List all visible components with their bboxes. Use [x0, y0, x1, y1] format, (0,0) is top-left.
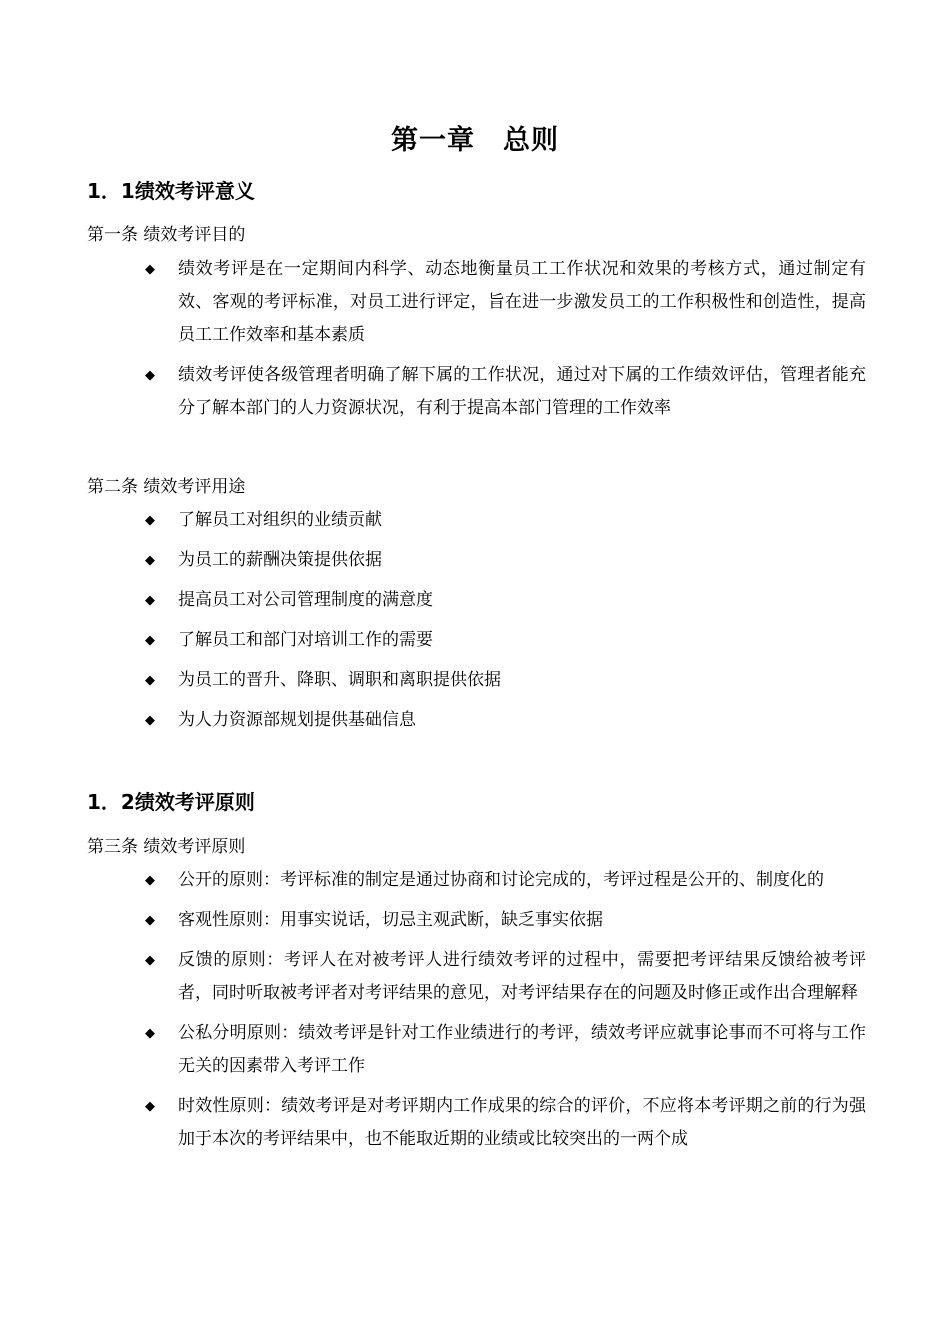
bullet-text: 为员工的晋升、降职、调职和离职提供依据 [178, 670, 501, 690]
list-item [0, 584, 950, 617]
bullet-text: 提高员工对公司管理制度的满意度 [178, 590, 433, 610]
chapter-title: 第一章 总则 [391, 125, 559, 156]
article-heading-3: 第三条 绩效考评原则 [87, 837, 246, 857]
list-item [0, 1090, 950, 1156]
list-item [0, 359, 950, 425]
diamond-bullet-icon: ◆ [145, 593, 155, 608]
diamond-bullet-icon: ◆ [145, 913, 155, 928]
section-heading-1-1: 1．1绩效考评意义 [87, 179, 255, 203]
diamond-bullet-icon: ◆ [145, 513, 155, 528]
list-item [0, 944, 950, 1010]
list-item [0, 904, 950, 937]
diamond-bullet-icon: ◆ [145, 953, 155, 968]
list-item [0, 664, 950, 697]
bullet-text: 为人力资源部规划提供基础信息 [178, 710, 416, 730]
article-2-bullet-list [0, 504, 950, 737]
bullet-text: 绩效考评是在一定期间内科学、动态地衡量员工工作状况和效果的考核方式，通过制定有效、客观的考评标准，对员工进行评定，旨在进一步激发员工的工作积极性和创造性，提高员工工作效率和基本素质 [178, 259, 866, 345]
diamond-bullet-icon: ◆ [145, 1099, 155, 1114]
list-item [0, 624, 950, 657]
section-heading-1-2: 1．2绩效考评原则 [87, 790, 255, 814]
list-item [0, 504, 950, 537]
diamond-bullet-icon: ◆ [145, 262, 155, 277]
bullet-text: 公私分明原则：绩效考评是针对工作业绩进行的考评，绩效考评应就事论事而不可将与工作无关的因素带入考评工作 [178, 1023, 866, 1076]
diamond-bullet-icon: ◆ [145, 713, 155, 728]
diamond-bullet-icon: ◆ [145, 673, 155, 688]
list-item [0, 1017, 950, 1083]
diamond-bullet-icon: ◆ [145, 633, 155, 648]
article-heading-2: 第二条 绩效考评用途 [87, 477, 246, 497]
bullet-text: 客观性原则：用事实说话，切忌主观武断，缺乏事实依据 [178, 910, 603, 930]
diamond-bullet-icon: ◆ [145, 368, 155, 383]
list-item [0, 253, 950, 352]
bullet-text: 反馈的原则：考评人在对被考评人进行绩效考评的过程中，需要把考评结果反馈给被考评者，同时听取被考评者对考评结果的意见，对考评结果存在的问题及时修正或作出合理解释 [178, 950, 866, 1003]
article-1-bullet-list [0, 253, 950, 425]
bullet-text: 了解员工和部门对培训工作的需要 [178, 630, 433, 650]
diamond-bullet-icon: ◆ [145, 873, 155, 888]
article-3-bullet-list [0, 864, 950, 1156]
bullet-text: 时效性原则：绩效考评是对考评期内工作成果的综合的评价，不应将本考评期之前的行为强加于本次的考评结果中，也不能取近期的业绩或比较突出的一两个成 [178, 1096, 866, 1149]
list-item [0, 704, 950, 737]
bullet-text: 为员工的薪酬决策提供依据 [178, 550, 382, 570]
diamond-bullet-icon: ◆ [145, 553, 155, 568]
bullet-text: 公开的原则：考评标准的制定是通过协商和讨论完成的，考评过程是公开的、制度化的 [178, 870, 824, 890]
article-heading-1: 第一条 绩效考评目的 [87, 225, 246, 245]
list-item [0, 544, 950, 577]
diamond-bullet-icon: ◆ [145, 1026, 155, 1041]
bullet-text: 了解员工对组织的业绩贡献 [178, 510, 382, 530]
bullet-text: 绩效考评使各级管理者明确了解下属的工作状况，通过对下属的工作绩效评估，管理者能充分了解本部门的人力资源状况，有利于提高本部门管理的工作效率 [178, 365, 866, 418]
list-item [0, 864, 950, 897]
